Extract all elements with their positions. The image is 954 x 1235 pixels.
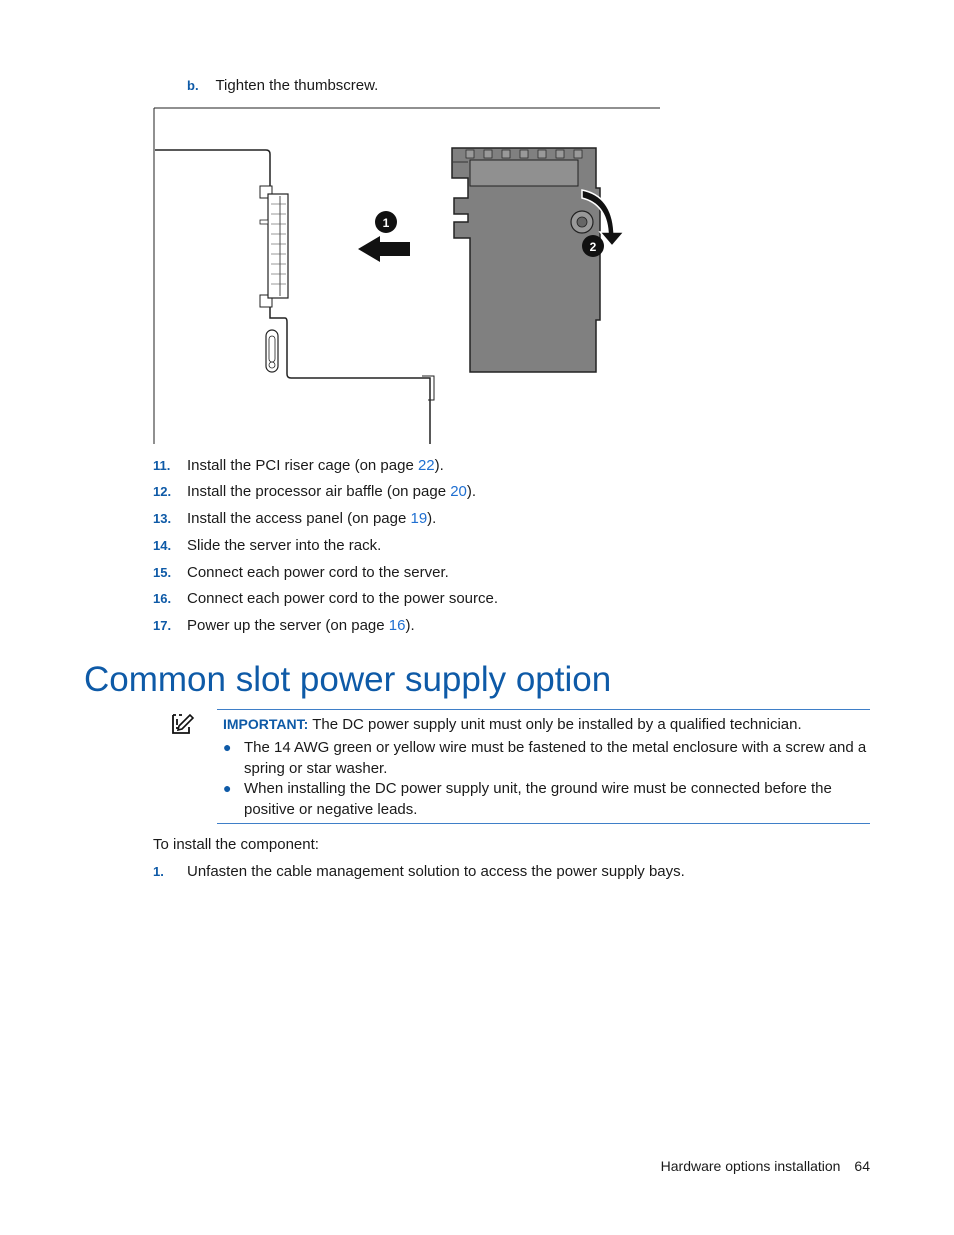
bullet-dot: ● [223,739,232,755]
callout-2 [582,235,604,257]
step-item [153,509,436,529]
step-text: Connect each power cord to the power source. [187,590,499,607]
step-number: 13. [153,511,172,526]
standoff-slot [266,330,278,372]
step-text: Unfasten the cable management solution to access the power supply bays. [187,863,685,880]
step-item [153,862,685,882]
arrow-left-icon [358,236,410,262]
step-number: 11. [153,458,171,473]
important-label: IMPORTANT: [223,716,309,732]
step-number: 17. [153,618,172,633]
page-link[interactable]: 20 [450,483,467,500]
bullet-text: The 14 AWG green or yellow wire must be fastened to the metal enclosure with a screw and a spring or star washer. [244,739,867,777]
chassis-floor [270,300,430,444]
callout-1-label: 1 [382,216,390,230]
pci-riser-board [452,148,600,372]
riser-thumbscrew-figure [150,104,670,449]
step-number: 15. [153,565,172,580]
step-item [153,589,498,609]
page-link[interactable]: 16 [388,617,406,634]
section-title: Common slot power supply option [84,660,612,699]
step-text: Slide the server into the rack. [187,537,382,554]
important-bullet [223,778,863,820]
page-link[interactable]: 19 [410,510,428,527]
page-number: 64 [854,1158,870,1174]
step-number: 1. [153,864,164,879]
important-bullet [223,737,867,779]
chassis-edge [155,150,270,192]
step-text: Power up the server (on page [187,617,389,634]
substep-label: b. [187,78,199,93]
step-item [153,456,444,476]
step-item [153,536,381,556]
step-item [153,482,476,502]
step-text-tail: ). [466,483,477,500]
footer-section: Hardware options installation [660,1158,841,1174]
page-link[interactable]: 22 [417,457,435,474]
page-footer [661,1158,870,1174]
callout-2-label: 2 [589,240,597,254]
step-text: Install the PCI riser cage (on page [187,457,418,474]
step-number: 14. [153,538,172,553]
step-number: 12. [153,484,172,499]
bullet-dot: ● [223,780,232,796]
step-item [153,616,415,636]
pci-connector [260,186,288,307]
step-text-tail: ). [427,510,437,527]
step-text: Connect each power cord to the server. [187,564,449,581]
callout-1 [375,211,397,233]
important-line [223,714,802,735]
important-text: The DC power supply unit must only be installed by a qualified technician. [308,716,802,733]
important-notice [217,709,870,824]
substep-text: Tighten the thumbscrew. [215,77,379,94]
step-item [153,563,449,583]
substep-b [187,76,378,96]
step-text-tail: ). [405,617,415,634]
step-text: Install the processor air baffle (on page [187,483,451,500]
step-number: 16. [153,591,172,606]
step-text-tail: ). [434,457,444,474]
bullet-text: When installing the DC power supply unit, the ground wire must be connected before the positive or negative leads. [244,780,832,818]
step-text: Install the access panel (on page [187,510,411,527]
intro-text: To install the component: [153,836,319,853]
important-note-icon [170,712,196,736]
